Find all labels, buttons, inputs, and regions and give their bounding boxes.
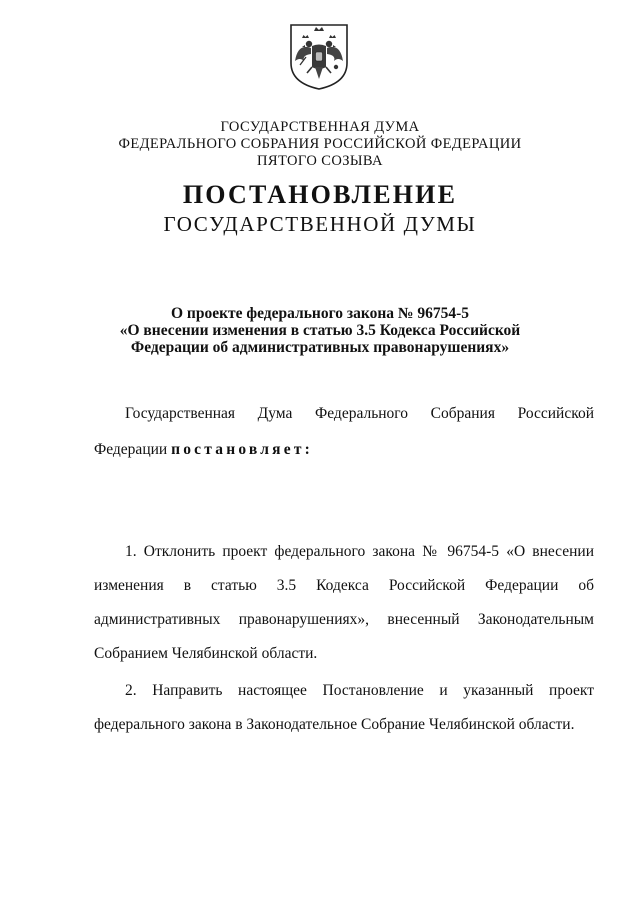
item-1-line-2: изменения в статью 3.5 Кодекса Российской Федерации об (94, 577, 594, 594)
preamble-line-1: Государственная Дума Федерального Собрания Российской (125, 405, 594, 422)
org-line-2: ФЕДЕРАЛЬНОГО СОБРАНИЯ РОССИЙСКОЙ ФЕДЕРАЦИИ (118, 136, 522, 152)
org-line-3: ПЯТОГО СОЗЫВА (257, 153, 383, 169)
russian-coat-of-arms-icon (288, 21, 350, 91)
subject-line-2: «О внесении изменения в статью 3.5 Кодекса Российской (119, 322, 521, 339)
item-1-line-1: 1. Отклонить проект федерального закона № 96754-5 «О внесении (125, 543, 594, 560)
item-2-line-2: федерального закона в Законодательное Собрание Челябинской области. (94, 716, 575, 733)
resolution-action-word: постановляет: (171, 441, 313, 458)
document-issuer-title: ГОСУДАРСТВЕННОЙ ДУМЫ (163, 212, 477, 236)
document-type-title: ПОСТАНОВЛЕНИЕ (182, 180, 458, 209)
item-1-line-4: Собранием Челябинской области. (94, 645, 318, 662)
subject-line-3: Федерации об административных правонарушениях» (130, 339, 510, 356)
item-2-line-1: 2. Направить настоящее Постановление и указанный проект (125, 682, 594, 699)
preamble-line-2-start: Федерации (94, 441, 172, 458)
org-line-1: ГОСУДАРСТВЕННАЯ ДУМА (220, 119, 420, 135)
subject-line-1: О проекте федерального закона № 96754-5 (170, 305, 469, 322)
preamble-line-2 (94, 441, 313, 459)
item-1-line-3: административных правонарушениях», внесенный Законодательным (94, 611, 594, 628)
